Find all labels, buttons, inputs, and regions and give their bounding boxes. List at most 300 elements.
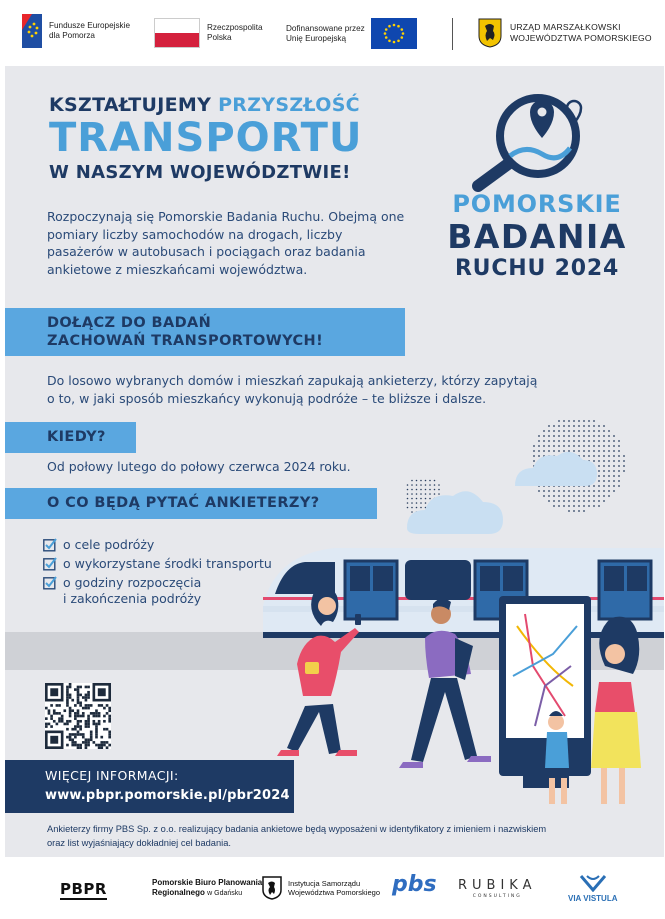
dot xyxy=(603,455,605,457)
dot xyxy=(568,510,570,512)
dot xyxy=(583,420,585,422)
qr-module xyxy=(87,694,90,697)
dot xyxy=(608,470,610,472)
dot xyxy=(553,435,555,437)
dot xyxy=(553,430,555,432)
dot xyxy=(583,495,585,497)
qr-module xyxy=(56,723,59,726)
dot xyxy=(598,440,600,442)
dot xyxy=(568,425,570,427)
dot xyxy=(407,498,409,500)
qr-module xyxy=(66,696,69,699)
dot xyxy=(411,480,413,482)
qr-module xyxy=(66,686,69,689)
questions-heading: O CO BĘDĄ PYTAĆ ANKIETERZY? xyxy=(47,495,320,511)
dot xyxy=(613,490,615,492)
qr-module xyxy=(58,717,61,720)
dot xyxy=(416,493,418,495)
headline-word-shape: KSZTAŁTUJEMY xyxy=(49,94,212,116)
griffin-crest-icon xyxy=(478,18,502,48)
dot xyxy=(568,505,570,507)
qr-module xyxy=(90,733,93,736)
qr-module xyxy=(103,715,106,718)
pbs-logo xyxy=(392,872,437,897)
qr-module xyxy=(82,733,85,736)
dot xyxy=(429,480,431,482)
dot xyxy=(588,505,590,507)
question-text: o cele podróży xyxy=(63,537,155,552)
dot xyxy=(411,484,413,486)
dot xyxy=(553,440,555,442)
dot xyxy=(578,500,580,502)
dot xyxy=(603,475,605,477)
qr-module xyxy=(95,712,98,715)
qr-module xyxy=(79,704,82,707)
dot xyxy=(434,493,436,495)
qr-module xyxy=(63,709,66,712)
dot xyxy=(583,435,585,437)
qr-module xyxy=(71,744,74,747)
qr-module xyxy=(77,686,80,689)
qr-module xyxy=(66,723,69,726)
dot xyxy=(588,440,590,442)
dot xyxy=(613,485,615,487)
dot xyxy=(598,445,600,447)
dot xyxy=(618,485,620,487)
dot xyxy=(420,493,422,495)
dot xyxy=(573,500,575,502)
qr-module xyxy=(58,720,61,723)
qr-module xyxy=(77,733,80,736)
dot xyxy=(593,505,595,507)
dot xyxy=(618,465,620,467)
dot xyxy=(438,493,440,495)
qr-module xyxy=(87,723,90,726)
qr-module xyxy=(77,715,80,718)
dot xyxy=(608,465,610,467)
qr-module xyxy=(71,738,74,741)
qr-module xyxy=(108,744,111,747)
qr-module xyxy=(100,741,103,744)
qr-finder xyxy=(98,688,106,696)
qr-module xyxy=(69,709,72,712)
dot xyxy=(598,500,600,502)
qr-module xyxy=(58,712,61,715)
qr-module xyxy=(106,728,109,731)
dot xyxy=(543,435,545,437)
pbs-wordmark: pbs xyxy=(392,872,437,897)
more-info-box xyxy=(5,760,294,813)
dot xyxy=(583,450,585,452)
dot xyxy=(608,430,610,432)
dot xyxy=(573,435,575,437)
dot xyxy=(429,484,431,486)
qr-module xyxy=(103,728,106,731)
dot xyxy=(568,500,570,502)
qr-module xyxy=(45,725,48,728)
qr-module xyxy=(79,733,82,736)
dot xyxy=(558,435,560,437)
dot xyxy=(568,440,570,442)
qr-module xyxy=(87,696,90,699)
dot xyxy=(578,450,580,452)
qr-module xyxy=(98,723,101,726)
dot xyxy=(578,425,580,427)
dot xyxy=(603,490,605,492)
map-board xyxy=(499,596,591,788)
dot xyxy=(553,450,555,452)
disclaimer xyxy=(47,823,637,850)
qr-module xyxy=(98,746,101,749)
dot xyxy=(598,465,600,467)
dot xyxy=(573,445,575,447)
dot xyxy=(593,495,595,497)
dot xyxy=(411,507,413,509)
dot xyxy=(538,490,540,492)
dot xyxy=(548,435,550,437)
brand-line1: POMORSKIE xyxy=(452,190,622,218)
dot xyxy=(588,455,590,457)
dot xyxy=(578,445,580,447)
qr-module xyxy=(87,725,90,728)
dot xyxy=(558,445,560,447)
dot xyxy=(563,445,565,447)
qr-module xyxy=(77,709,80,712)
qr-module xyxy=(103,720,106,723)
dot xyxy=(588,495,590,497)
dot xyxy=(593,460,595,462)
qr-module xyxy=(103,741,106,744)
join-text-line1: Do losowo wybranych domów i mieszkań zapukają ankieterzy, którzy zapytają xyxy=(47,373,538,388)
qr-module xyxy=(82,712,85,715)
via-vistula-logo xyxy=(568,874,617,903)
dot xyxy=(573,425,575,427)
dot xyxy=(598,455,600,457)
qr-module xyxy=(93,715,96,718)
qr-module xyxy=(77,725,80,728)
dot xyxy=(407,489,409,491)
dot xyxy=(568,495,570,497)
qr-module xyxy=(106,746,109,749)
qr-module xyxy=(95,728,98,731)
qr-module xyxy=(95,733,98,736)
dot xyxy=(578,490,580,492)
qr-module xyxy=(53,712,56,715)
eu-logo-text: Dofinansowane przez Unię Europejską xyxy=(286,23,365,43)
dot xyxy=(548,495,550,497)
qr-module xyxy=(85,707,88,710)
qr-module xyxy=(66,736,69,739)
dot xyxy=(598,435,600,437)
qr-module xyxy=(108,715,111,718)
join-heading-line2: ZACHOWAŃ TRANSPORTOWYCH! xyxy=(47,333,324,349)
dot xyxy=(425,498,427,500)
dot xyxy=(420,502,422,504)
qr-module xyxy=(95,736,98,739)
qr-module xyxy=(87,744,90,747)
qr-module xyxy=(69,733,72,736)
qr-module xyxy=(85,696,88,699)
dot xyxy=(416,480,418,482)
qr-module xyxy=(61,720,64,723)
qr-module xyxy=(56,712,59,715)
qr-module xyxy=(87,720,90,723)
qr-module xyxy=(85,704,88,707)
dot xyxy=(563,505,565,507)
dot xyxy=(538,450,540,452)
dot xyxy=(416,502,418,504)
qr-module xyxy=(87,717,90,720)
dot xyxy=(563,500,565,502)
qr-module xyxy=(71,741,74,744)
qr-module xyxy=(108,717,111,720)
more-info-url[interactable]: www.pbpr.pomorskie.pl/pbr2024 xyxy=(45,788,290,803)
join-heading-line1: DOŁĄCZ DO BADAŃ xyxy=(47,315,212,331)
when-text: Od połowy lutego do połowy czerwca 2024 roku. xyxy=(47,459,351,474)
dot xyxy=(593,500,595,502)
qr-module xyxy=(98,720,101,723)
qr-module xyxy=(90,736,93,739)
dot xyxy=(593,425,595,427)
dot xyxy=(608,445,610,447)
dot xyxy=(538,440,540,442)
qr-module xyxy=(69,696,72,699)
dot xyxy=(593,420,595,422)
dot xyxy=(583,425,585,427)
headline-line3: W NASZYM WOJEWÓDZTWIE! xyxy=(49,162,351,183)
qr-module xyxy=(74,733,77,736)
dot xyxy=(598,470,600,472)
dot xyxy=(588,445,590,447)
qr-module xyxy=(87,707,90,710)
dot xyxy=(438,489,440,491)
dot xyxy=(573,440,575,442)
dot xyxy=(553,495,555,497)
dot xyxy=(553,490,555,492)
dot xyxy=(563,450,565,452)
qr-module xyxy=(50,717,53,720)
dot xyxy=(618,450,620,452)
dot xyxy=(563,425,565,427)
dot xyxy=(578,510,580,512)
qr-module xyxy=(82,736,85,739)
dot xyxy=(598,485,600,487)
dot xyxy=(425,489,427,491)
dot xyxy=(583,455,585,457)
dot xyxy=(425,493,427,495)
um-logo-text: URZĄD MARSZAŁKOWSKI WOJEWÓDZTWA POMORSKIEGO xyxy=(510,22,652,43)
dot xyxy=(434,480,436,482)
dot xyxy=(608,480,610,482)
disclaimer-line2: oraz list wyjaśniający dokładniej cel badania. xyxy=(47,837,231,848)
dot xyxy=(593,435,595,437)
qr-module xyxy=(85,746,88,749)
qr-module xyxy=(79,715,82,718)
brand-line3: RUCHU 2024 xyxy=(454,256,620,281)
qr-module xyxy=(85,738,88,741)
dot xyxy=(573,450,575,452)
qr-module xyxy=(79,686,82,689)
qr-module xyxy=(100,744,103,747)
qr-module xyxy=(93,712,96,715)
qr-module xyxy=(87,691,90,694)
dot xyxy=(411,498,413,500)
qr-module xyxy=(85,725,88,728)
qr-module xyxy=(74,704,77,707)
dot xyxy=(608,475,610,477)
qr-module xyxy=(85,723,88,726)
institution-text-line2: Województwa Pomorskiego xyxy=(288,888,380,897)
qr-module xyxy=(108,707,111,710)
qr-module xyxy=(71,699,74,702)
qr-module xyxy=(69,694,72,697)
dot xyxy=(548,430,550,432)
qr-module xyxy=(93,720,96,723)
dot xyxy=(623,470,625,472)
dot xyxy=(578,420,580,422)
qr-code[interactable] xyxy=(45,683,111,749)
dot xyxy=(603,435,605,437)
dot xyxy=(598,450,600,452)
dot xyxy=(598,460,600,462)
dot xyxy=(583,445,585,447)
dot xyxy=(603,480,605,482)
qr-module xyxy=(108,736,111,739)
dot xyxy=(613,475,615,477)
dot xyxy=(411,489,413,491)
qr-module xyxy=(93,741,96,744)
dot xyxy=(548,425,550,427)
dot xyxy=(613,470,615,472)
dot xyxy=(558,420,560,422)
dot xyxy=(563,435,565,437)
qr-module xyxy=(85,686,88,689)
qr-module xyxy=(79,725,82,728)
fe-stars-icon xyxy=(22,14,42,48)
qr-module xyxy=(77,723,80,726)
qr-module xyxy=(77,691,80,694)
crest-outline-icon xyxy=(262,876,282,900)
dot xyxy=(568,430,570,432)
dot xyxy=(407,502,409,504)
join-text-line2: o to, w jaki sposób mieszkańcy wykonują podróże – te bliższe i dalsze. xyxy=(47,391,487,406)
qr-module xyxy=(56,704,59,707)
dot xyxy=(568,445,570,447)
qr-module xyxy=(69,720,72,723)
qr-module xyxy=(108,720,111,723)
dot xyxy=(563,495,565,497)
dot xyxy=(434,484,436,486)
qr-module xyxy=(45,707,48,710)
qr-module xyxy=(82,696,85,699)
dot xyxy=(608,490,610,492)
qr-module xyxy=(74,741,77,744)
dot xyxy=(618,475,620,477)
question-text-line1: o godziny rozpoczęcia xyxy=(63,575,202,590)
dot xyxy=(553,505,555,507)
qr-module xyxy=(95,731,98,734)
dot xyxy=(558,500,560,502)
qr-module xyxy=(106,741,109,744)
dot xyxy=(563,490,565,492)
qr-module xyxy=(90,738,93,741)
dot xyxy=(563,430,565,432)
dot xyxy=(618,455,620,457)
dot xyxy=(608,460,610,462)
dot xyxy=(429,498,431,500)
qr-module xyxy=(69,715,72,718)
partner-logo-bar xyxy=(0,0,665,64)
dot xyxy=(598,430,600,432)
dot xyxy=(578,430,580,432)
dot xyxy=(407,507,409,509)
dot xyxy=(407,493,409,495)
pl-logo xyxy=(154,18,263,48)
rubika-sub: CONSULTING xyxy=(472,894,522,899)
dot xyxy=(588,425,590,427)
dot xyxy=(558,430,560,432)
qr-module xyxy=(100,736,103,739)
dot xyxy=(578,495,580,497)
dot xyxy=(548,450,550,452)
eu-logo xyxy=(286,18,417,49)
qr-module xyxy=(79,701,82,704)
pbpr-name xyxy=(152,878,262,899)
dot xyxy=(420,480,422,482)
dot xyxy=(543,430,545,432)
qr-module xyxy=(87,704,90,707)
dot xyxy=(558,490,560,492)
dot xyxy=(603,430,605,432)
qr-module xyxy=(50,725,53,728)
qr-module xyxy=(66,688,69,691)
cloud-shape xyxy=(407,491,503,534)
dot xyxy=(553,425,555,427)
dot xyxy=(608,485,610,487)
dot xyxy=(573,495,575,497)
rubika-name: RUBIKA xyxy=(458,878,537,893)
pbpr-name-suffix: w Gdańsku xyxy=(207,890,243,897)
dot xyxy=(623,455,625,457)
qr-module xyxy=(90,704,93,707)
dot xyxy=(563,440,565,442)
dot xyxy=(573,490,575,492)
dot xyxy=(568,450,570,452)
pbpr-logo xyxy=(60,880,107,900)
dot xyxy=(608,435,610,437)
dot xyxy=(588,490,590,492)
dot xyxy=(593,455,595,457)
dot xyxy=(598,480,600,482)
qr-module xyxy=(50,704,53,707)
pl-logo-text: Rzeczpospolita Polska xyxy=(207,23,263,42)
qr-module xyxy=(71,709,74,712)
dot xyxy=(608,440,610,442)
fe-logo xyxy=(22,14,130,48)
qr-module xyxy=(61,715,64,718)
fe-logo-text: Fundusze Europejskie dla Pomorza xyxy=(49,21,131,40)
dot xyxy=(543,490,545,492)
qr-module xyxy=(77,694,80,697)
qr-module xyxy=(66,728,69,731)
qr-module xyxy=(93,723,96,726)
dot xyxy=(588,450,590,452)
qr-module xyxy=(71,733,74,736)
dot xyxy=(613,460,615,462)
dot xyxy=(411,511,413,513)
dot xyxy=(613,450,615,452)
qr-module xyxy=(79,728,82,731)
